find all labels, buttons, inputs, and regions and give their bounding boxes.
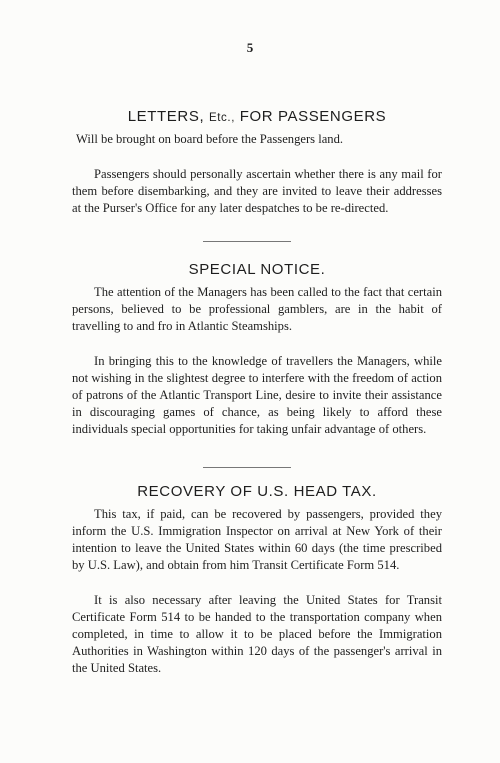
section-recovery-head-tax [72, 483, 442, 677]
paragraph: Passengers should personally ascertain whether there is any mail for them before disembarking, and they are invited to leave their addresses at the Purser's Office for any later despatches to be re-directed. [72, 167, 442, 215]
paragraph: This tax, if paid, can be recovered by passengers, provided they inform the U.S. Immigration Inspector on arrival at New York of their intention to leave the United States within 60 days (the time prescribed by U.S. Law), and obtain from him Transit Certificate Form 514. [72, 507, 442, 572]
section-heading-letters [72, 108, 442, 125]
section-heading-head-tax: RECOVERY OF U.S. HEAD TAX. [137, 483, 377, 500]
paragraph: In bringing this to the knowledge of travellers the Managers, while not wishing in the slightest degree to interfere with the freedom of action of patrons of the Atlantic Transport Line, desire to invite their assistance in discouraging games of chance, as being likely to afford these individuals special opportunities for taking unfair advantage of others. [72, 354, 442, 436]
heading-part-letters: LETTERS, [127, 108, 209, 125]
page-number: 5 [246, 40, 254, 55]
section-divider [203, 241, 291, 242]
paragraph: It is also necessary after leaving the United States for Transit Certificate Form 514 to be handed to the transportation company when completed, in time to allow it to be placed before the Immigration Authorities in Washington within 120 days of the passenger's arrival in the United States. [72, 593, 442, 675]
heading-part-for-passengers: FOR PASSENGERS [235, 108, 387, 125]
paragraph: The attention of the Managers has been called to the fact that certain persons, believed to be professional gamblers, are in the habit of travelling to and fro in Atlantic Steamships. [72, 285, 442, 333]
section-divider [203, 467, 291, 468]
heading-part-etc: Etc., [208, 112, 235, 124]
section-special-notice [72, 261, 442, 438]
paragraph: Will be brought on board before the Passengers land. [76, 132, 344, 146]
section-letters-for-passengers [72, 108, 442, 217]
section-heading-special-notice: SPECIAL NOTICE. [188, 261, 326, 278]
